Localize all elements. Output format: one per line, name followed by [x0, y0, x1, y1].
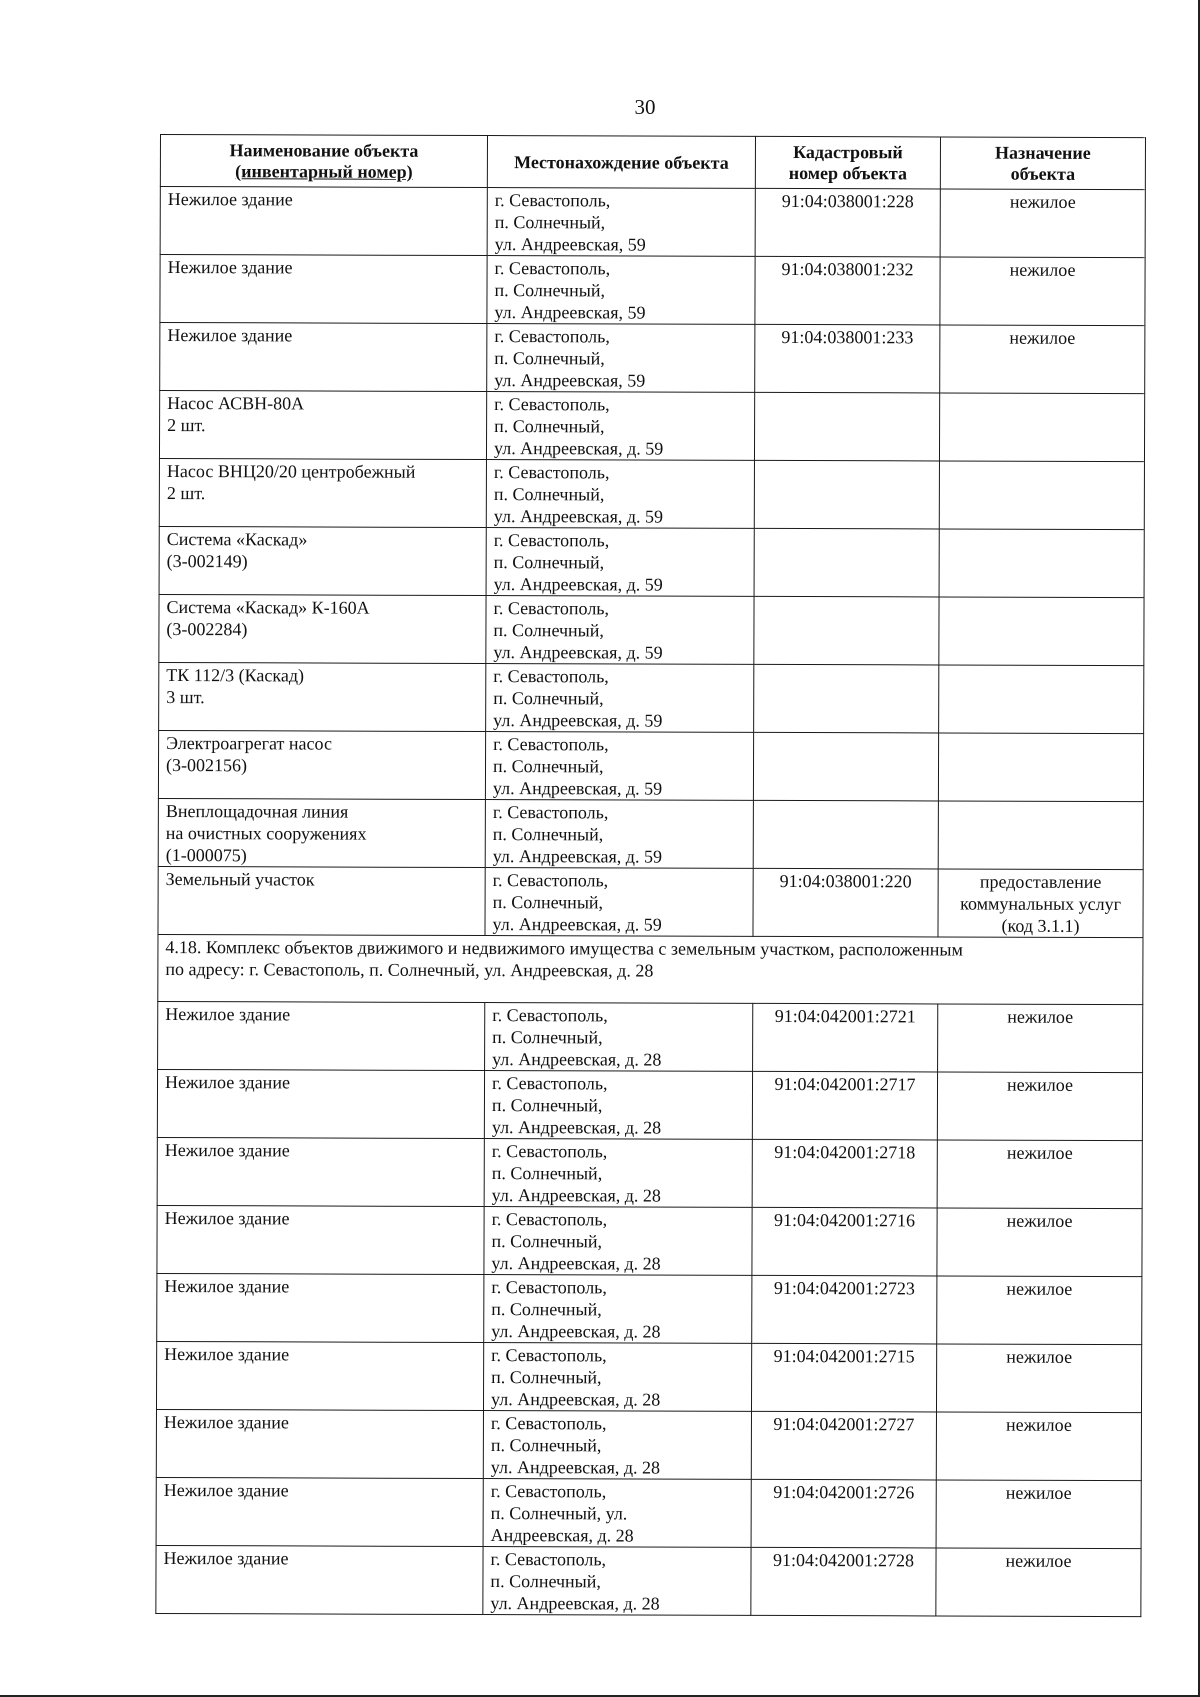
- table-row: [156, 1341, 1141, 1412]
- section-title-line2: по адресу: г. Севастополь, п. Солнечный, ул. Андреевская, д. 28: [165, 959, 654, 981]
- object-address-cell: [487, 324, 755, 393]
- object-purpose-cell: [939, 393, 1144, 462]
- header-object-name-line1: Наименование объекта: [229, 140, 419, 161]
- cadastral-number: [762, 462, 932, 463]
- object-name-cell: [159, 391, 486, 460]
- object-purpose-line: нежилое: [1007, 1006, 1074, 1027]
- cadastral-number: [762, 530, 932, 531]
- cadastral-number: 91:04:042001:2715: [773, 1345, 915, 1367]
- cadastral-number: [762, 598, 932, 599]
- cadastral-number-cell: [752, 1275, 937, 1344]
- cadastral-number: 91:04:042001:2728: [772, 1549, 915, 1571]
- object-name-line: (3-002156): [165, 755, 248, 776]
- table-row: [159, 391, 1144, 462]
- object-address-line: ул. Андреевская, д. 59: [493, 506, 664, 527]
- object-address-line: г. Севастополь,: [490, 1481, 607, 1502]
- object-address-line: ул. Андреевская, д. 59: [492, 846, 663, 867]
- object-purpose-line: (код 3.1.1): [1001, 915, 1080, 936]
- object-address-cell: [484, 1139, 752, 1208]
- object-address-line: г. Севастополь,: [493, 734, 609, 755]
- cadastral-number-cell: [755, 324, 940, 393]
- table-row: [160, 323, 1145, 394]
- cadastral-number-cell: [754, 528, 939, 597]
- object-address-line: п. Солнечный,: [494, 348, 605, 369]
- object-address-line: ул. Андреевская, д. 28: [491, 1185, 661, 1206]
- object-purpose-cell: [937, 1208, 1142, 1277]
- object-address-line: п. Солнечный,: [492, 1027, 603, 1048]
- object-address-line: ул. Андреевская, д. 59: [493, 438, 664, 459]
- object-address-cell: [483, 1479, 751, 1548]
- header-object-name-line2: (инвентарный номер): [235, 161, 413, 182]
- object-name-line: ТК 112/3 (Каскад): [166, 665, 305, 686]
- object-address-cell: [486, 392, 754, 461]
- object-address-cell: [483, 1547, 751, 1616]
- object-address-cell: [486, 596, 754, 665]
- object-name-cell: [158, 866, 485, 935]
- object-address-line: ул. Андреевская, д. 28: [491, 1253, 661, 1274]
- object-address-line: п. Солнечный,: [492, 892, 604, 913]
- object-purpose-line: [946, 734, 1136, 735]
- object-address-line: п. Солнечный,: [491, 1367, 602, 1388]
- object-name-line: Нежилое здание: [163, 1480, 289, 1501]
- cadastral-number-cell: [754, 596, 939, 665]
- object-address-line: ул. Андреевская, д. 28: [491, 1321, 661, 1342]
- object-purpose-cell: [939, 529, 1144, 598]
- cadastral-number-cell: [754, 392, 939, 461]
- object-name-line: Нежилое здание: [163, 1548, 289, 1569]
- object-name-line: Нежилое здание: [165, 1004, 291, 1025]
- object-name-line: Нежилое здание: [164, 1344, 290, 1365]
- object-address-line: п. Солнечный,: [493, 552, 605, 573]
- table-row: [157, 1205, 1142, 1276]
- table-row: [159, 662, 1144, 733]
- page-number: 30: [634, 95, 656, 119]
- object-purpose-cell: [940, 189, 1145, 258]
- cadastral-number: [762, 394, 932, 395]
- object-name-line: 3 шт.: [166, 687, 205, 708]
- object-address-cell: [486, 528, 754, 597]
- object-address-line: п. Солнечный,: [490, 1571, 601, 1592]
- cadastral-number-cell: [753, 732, 938, 801]
- header-cadastral-line1: Кадастровый: [793, 141, 903, 163]
- table-row: [160, 255, 1145, 326]
- header-purpose-line2: объекта: [1010, 163, 1076, 184]
- object-purpose-cell: [936, 1548, 1141, 1617]
- object-name-line: Внеплощадочная линия: [165, 801, 349, 822]
- cadastral-number: 91:04:038001:220: [779, 870, 912, 892]
- object-address-line: ул. Андреевская, д. 28: [491, 1117, 662, 1138]
- object-address-line: г. Севастополь,: [490, 1549, 607, 1570]
- object-address-cell: [486, 664, 754, 733]
- object-name-line: Земельный участок: [165, 869, 315, 890]
- object-name-cell: [157, 1205, 484, 1274]
- object-address-line: г. Севастополь,: [494, 190, 611, 211]
- object-address-line: г. Севастополь,: [494, 258, 611, 279]
- object-address-line: г. Севастополь,: [492, 870, 609, 891]
- object-address-line: ул. Андреевская, д. 59: [492, 914, 662, 935]
- table-row: [157, 1137, 1142, 1208]
- table-row: [160, 187, 1145, 258]
- cadastral-number-cell: [754, 460, 939, 529]
- cadastral-number-cell: [753, 1003, 938, 1072]
- object-purpose-cell: [938, 1004, 1143, 1073]
- object-address-line: г. Севастополь,: [490, 1413, 607, 1434]
- object-address-line: г. Севастополь,: [494, 394, 610, 415]
- table-row: [158, 730, 1143, 801]
- table-row: [156, 1545, 1141, 1616]
- cadastral-number-cell: [755, 188, 940, 257]
- table-row: [158, 1001, 1143, 1072]
- cadastral-number: 91:04:042001:2721: [774, 1005, 916, 1027]
- cadastral-number-cell: [753, 868, 938, 937]
- object-address-line: п. Солнечный,: [492, 756, 604, 777]
- object-name-cell: [159, 526, 486, 595]
- object-name-cell: [160, 187, 487, 256]
- object-name-line: (3-002149): [166, 551, 248, 572]
- object-name-cell: [159, 594, 486, 663]
- object-name-line: Нежилое здание: [164, 1072, 290, 1093]
- header-location-text: Местонахождение объекта: [514, 151, 729, 173]
- cadastral-number-cell: [751, 1411, 936, 1480]
- object-name-line: 2 шт.: [166, 483, 206, 504]
- object-purpose-line: [947, 530, 1137, 531]
- object-address-cell: [484, 1207, 752, 1276]
- header-location: [487, 136, 755, 189]
- header-cadastral-line2: номер объекта: [788, 162, 908, 184]
- object-purpose-line: [947, 598, 1137, 599]
- cadastral-number: [761, 666, 931, 667]
- table-row: [157, 1069, 1142, 1140]
- object-purpose-line: нежилое: [1006, 1278, 1073, 1299]
- object-name-line: Нежилое здание: [167, 257, 293, 278]
- object-address-cell: [485, 800, 753, 869]
- cadastral-number-cell: [751, 1343, 936, 1412]
- object-purpose-line: нежилое: [1009, 259, 1076, 280]
- table-row: [159, 526, 1144, 597]
- object-address-line: г. Севастополь,: [491, 1073, 608, 1094]
- object-name-line: Электроагрегат насос: [166, 733, 333, 754]
- object-purpose-cell: [940, 325, 1145, 394]
- object-address-cell: [487, 188, 755, 257]
- object-name-line: (3-002284): [166, 619, 248, 640]
- object-address-line: ул. Андреевская, д. 28: [490, 1457, 661, 1478]
- object-name-line: на очистных сооружениях: [165, 823, 367, 844]
- object-address-line: п. Солнечный,: [493, 688, 604, 709]
- object-address-line: ул. Андреевская, д. 28: [492, 1049, 662, 1070]
- object-name-line: Насос ВНЦ20/20 центробежный: [166, 461, 416, 482]
- table-header-row: [160, 135, 1145, 190]
- object-address-line: г. Севастополь,: [491, 1141, 608, 1162]
- object-name-line: Нежилое здание: [164, 1208, 290, 1229]
- object-purpose-line: [947, 462, 1137, 463]
- object-purpose-line: нежилое: [1005, 1550, 1072, 1571]
- table-row: [158, 866, 1143, 937]
- object-address-line: ул. Андреевская, д. 59: [493, 642, 663, 663]
- cadastral-number: [761, 802, 931, 803]
- cadastral-number: 91:04:038001:232: [781, 258, 914, 280]
- cadastral-number: 91:04:038001:228: [781, 190, 914, 212]
- object-name-cell: [156, 1545, 483, 1614]
- object-purpose-line: нежилое: [1005, 1482, 1072, 1503]
- section-title: [158, 934, 1143, 1004]
- object-address-line: г. Севастополь,: [491, 1345, 607, 1366]
- object-purpose-cell: [940, 257, 1145, 326]
- object-name-cell: [158, 798, 485, 867]
- object-purpose-cell: [938, 733, 1143, 802]
- object-address-line: п. Солнечный,: [490, 1435, 602, 1456]
- object-address-line: ул. Андреевская, 59: [494, 370, 646, 391]
- object-address-cell: [484, 1071, 752, 1140]
- object-address-line: г. Севастополь,: [492, 1005, 608, 1026]
- object-purpose-cell: [936, 1344, 1141, 1413]
- object-purpose-cell: [939, 665, 1144, 734]
- table-row: [158, 798, 1143, 869]
- cadastral-number-cell: [752, 1071, 937, 1140]
- header-purpose: [940, 137, 1145, 190]
- cadastral-number: 91:04:042001:2718: [774, 1141, 916, 1163]
- object-name-cell: [156, 1409, 483, 1478]
- table-row: [156, 1477, 1141, 1548]
- property-registry-table: [155, 134, 1146, 1617]
- object-purpose-line: нежилое: [1006, 1210, 1073, 1231]
- object-purpose-cell: [937, 1072, 1142, 1141]
- object-purpose-cell: [939, 461, 1144, 530]
- object-address-line: ул. Андреевская, д. 59: [493, 574, 663, 595]
- object-name-line: 2 шт.: [167, 415, 206, 436]
- object-purpose-line: коммунальных услуг: [960, 893, 1122, 915]
- object-name-cell: [157, 1069, 484, 1138]
- object-address-cell: [486, 460, 754, 529]
- table-row: [157, 1273, 1142, 1344]
- cadastral-number-cell: [752, 1139, 937, 1208]
- object-name-cell: [159, 662, 486, 731]
- cadastral-number-cell: [751, 1547, 936, 1616]
- object-address-line: п. Солнечный,: [491, 1163, 603, 1184]
- object-name-line: Нежилое здание: [163, 1412, 289, 1433]
- cadastral-number-cell: [754, 664, 939, 733]
- object-purpose-line: нежилое: [1006, 1346, 1073, 1367]
- object-address-line: г. Севастополь,: [494, 326, 610, 347]
- section-row: [158, 934, 1143, 1004]
- object-name-cell: [160, 255, 487, 324]
- object-purpose-cell: [937, 1140, 1142, 1209]
- object-address-line: ул. Андреевская, 59: [494, 302, 646, 323]
- object-name-line: Насос АСВН-80А: [167, 393, 305, 414]
- cadastral-number: 91:04:042001:2723: [773, 1277, 915, 1299]
- object-address-line: г. Севастополь,: [493, 598, 610, 619]
- object-address-line: п. Солнечный,: [494, 416, 605, 437]
- object-name-line: Система «Каскад» К-160А: [166, 597, 370, 618]
- table-body-section-a: [158, 187, 1145, 938]
- object-purpose-cell: [938, 801, 1143, 870]
- object-address-line: г. Севастополь,: [491, 1209, 608, 1230]
- object-name-cell: [157, 1273, 484, 1342]
- object-address-cell: [487, 256, 755, 325]
- object-name-line: Нежилое здание: [164, 1140, 290, 1161]
- cadastral-number-cell: [755, 256, 940, 325]
- table-body-section-b: [156, 1001, 1143, 1616]
- object-address-cell: [483, 1411, 751, 1480]
- object-address-line: ул. Андреевская, д. 28: [490, 1593, 660, 1614]
- object-address-line: ул. Андреевская, 59: [494, 234, 646, 255]
- object-name-cell: [159, 458, 486, 527]
- object-address-line: г. Севастополь,: [493, 666, 609, 687]
- object-name-line: Система «Каскад»: [166, 529, 308, 550]
- object-address-line: г. Севастополь,: [493, 462, 610, 483]
- object-address-line: п. Солнечный,: [491, 1095, 603, 1116]
- object-name-line: (1-000075): [165, 845, 247, 866]
- cadastral-number-cell: [752, 1207, 937, 1276]
- cadastral-number: 91:04:042001:2716: [774, 1209, 916, 1231]
- object-address-line: п. Солнечный,: [494, 280, 606, 301]
- object-address-cell: [483, 1343, 751, 1412]
- object-purpose-line: нежилое: [1006, 1142, 1073, 1163]
- object-purpose-line: предоставление: [979, 871, 1102, 892]
- object-address-line: п. Солнечный,: [494, 212, 606, 233]
- object-purpose-cell: [939, 597, 1144, 666]
- object-name-line: Нежилое здание: [167, 325, 293, 346]
- object-purpose-line: [946, 666, 1136, 667]
- object-purpose-line: нежилое: [1005, 1414, 1072, 1435]
- object-name-cell: [156, 1341, 483, 1410]
- cadastral-number: [761, 734, 931, 735]
- object-address-line: п. Солнечный,: [491, 1299, 602, 1320]
- header-object-name: [160, 135, 487, 188]
- object-address-line: п. Солнечный,: [493, 620, 604, 641]
- object-name-cell: [157, 1137, 484, 1206]
- object-address-cell: [485, 868, 753, 937]
- object-address-cell: [485, 1003, 753, 1072]
- object-address-line: Андреевская, д. 28: [490, 1525, 634, 1546]
- cadastral-number-cell: [753, 800, 938, 869]
- table-row: [159, 458, 1144, 529]
- object-address-line: п. Солнечный,: [493, 484, 605, 505]
- object-purpose-cell: [936, 1412, 1141, 1481]
- object-address-line: г. Севастополь,: [493, 530, 610, 551]
- object-purpose-cell: [936, 1480, 1141, 1549]
- object-address-cell: [485, 732, 753, 801]
- cadastral-number: 91:04:042001:2727: [773, 1413, 915, 1435]
- table-section-header: [158, 934, 1143, 1004]
- object-address-line: ул. Андреевская, д. 59: [492, 778, 663, 799]
- object-name-cell: [156, 1477, 483, 1546]
- cadastral-number-cell: [751, 1479, 936, 1548]
- cadastral-number: 91:04:042001:2726: [773, 1481, 915, 1503]
- object-address-line: п. Солнечный,: [491, 1231, 603, 1252]
- object-address-line: г. Севастополь,: [491, 1277, 607, 1298]
- header-cadastral: [755, 136, 940, 189]
- object-name-cell: [158, 1001, 485, 1070]
- object-address-line: ул. Андреевская, д. 59: [493, 710, 663, 731]
- object-purpose-line: нежилое: [1007, 1074, 1073, 1095]
- table-row: [156, 1409, 1141, 1480]
- object-purpose-cell: [937, 1276, 1142, 1345]
- object-address-line: ул. Андреевская, д. 28: [490, 1389, 661, 1410]
- object-name-cell: [158, 730, 485, 799]
- cadastral-number: 91:04:038001:233: [781, 326, 914, 348]
- cadastral-number: 91:04:042001:2717: [774, 1073, 916, 1095]
- table-row: [159, 594, 1144, 665]
- object-purpose-line: [946, 802, 1136, 803]
- object-name-cell: [160, 323, 487, 392]
- object-name-line: Нежилое здание: [167, 189, 293, 210]
- object-address-line: г. Севастополь,: [492, 802, 609, 823]
- object-purpose-line: нежилое: [1009, 327, 1076, 348]
- object-purpose-line: нежилое: [1009, 191, 1076, 212]
- object-purpose-cell: [938, 869, 1143, 938]
- object-address-line: п. Солнечный,: [492, 824, 604, 845]
- section-title-line1: 4.18. Комплекс объектов движимого и недвижимого имущества с земельным участком, расположенным: [165, 937, 963, 960]
- object-address-cell: [484, 1275, 752, 1344]
- object-name-line: Нежилое здание: [164, 1276, 290, 1297]
- object-address-line: п. Солнечный, ул.: [490, 1503, 628, 1524]
- header-purpose-line1: Назначение: [995, 142, 1091, 163]
- object-purpose-line: [947, 394, 1137, 395]
